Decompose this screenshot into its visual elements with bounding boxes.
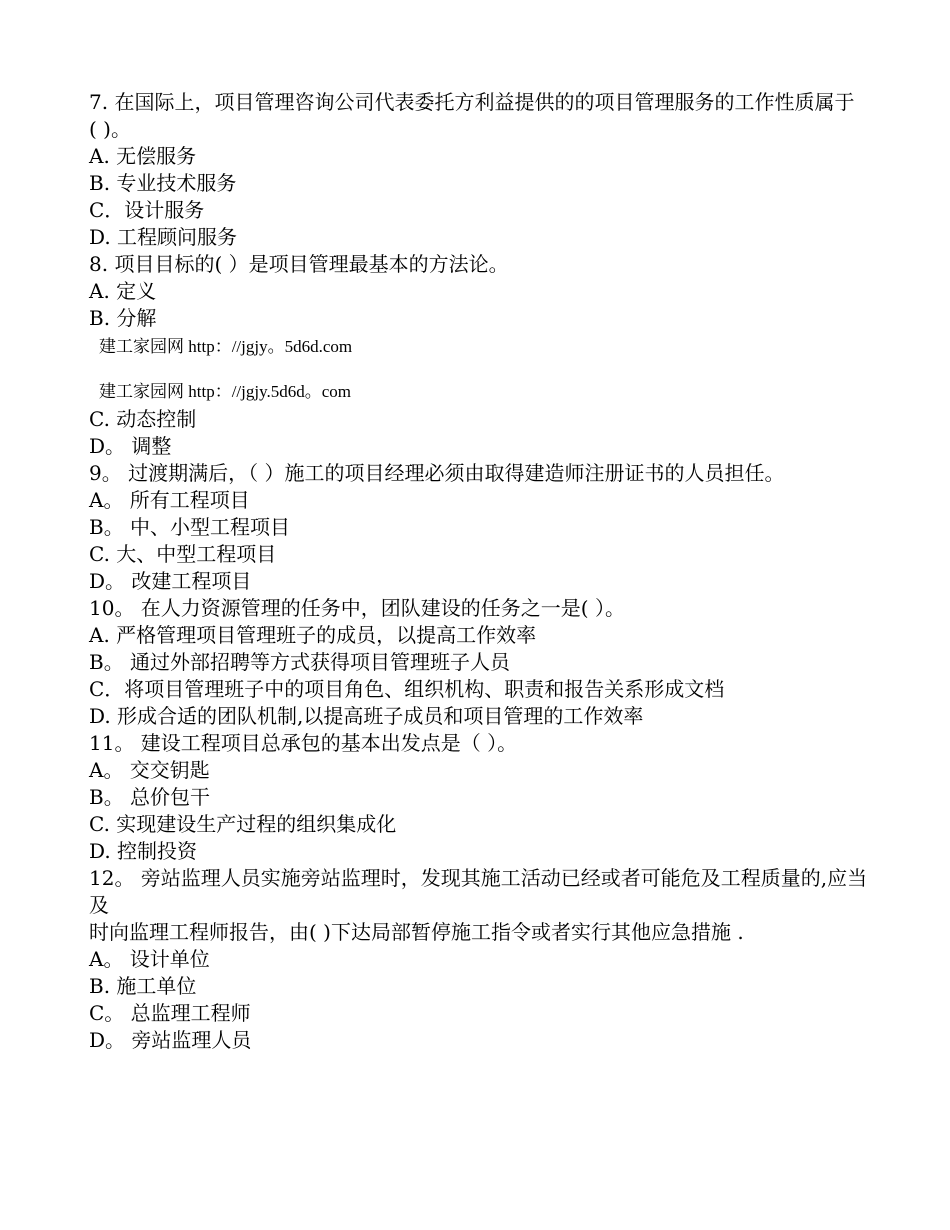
question-12-stem-continued: 时向监理工程师报告，由( )下达局部暂停施工指令或者实行其他应急措施 . bbox=[89, 920, 744, 944]
question-10-option-a: A. 严格管理项目管理班子的成员，以提高工作效率 bbox=[89, 623, 537, 647]
question-7-blank: ( )。 bbox=[89, 117, 131, 141]
question-11-option-a: A。 交交钥匙 bbox=[89, 758, 210, 782]
question-7-option-d: D. 工程顾问服务 bbox=[89, 225, 238, 249]
question-8-option-c: C. 动态控制 bbox=[89, 407, 197, 431]
document-page bbox=[89, 89, 869, 1054]
question-12-option-a: A。 设计单位 bbox=[89, 947, 210, 971]
question-12-option-b: B. 施工单位 bbox=[89, 974, 197, 998]
question-10-option-d: D. 形成合适的团队机制,以提高班子成员和项目管理的工作效率 bbox=[89, 704, 644, 728]
question-10-stem: 10。 在人力资源管理的任务中，团队建设的任务之一是( ）。 bbox=[89, 596, 625, 620]
question-10-option-b: B。 通过外部招聘等方式获得项目管理班子人员 bbox=[89, 650, 511, 674]
question-11-option-c: C. 实现建设生产过程的组织集成化 bbox=[89, 812, 397, 836]
question-7-option-c: C．设计服务 bbox=[89, 198, 205, 222]
watermark-text-2: 建工家园网 http：//jgjy.5d6d。com bbox=[99, 382, 352, 401]
question-9-stem: 9。 过渡期满后，（ ）施工的项目经理必须由取得建造师注册证书的人员担任。 bbox=[89, 461, 785, 485]
watermark-text-1: 建工家园网 http：//jgjy。5d6d.com bbox=[99, 337, 353, 356]
question-9-option-d: D。 改建工程项目 bbox=[89, 569, 252, 593]
question-9-option-a: A。 所有工程项目 bbox=[89, 488, 250, 512]
question-11-stem: 11。 建设工程项目总承包的基本出发点是（ ）。 bbox=[89, 731, 518, 755]
question-8-option-d: D。 调整 bbox=[89, 434, 172, 458]
question-10-option-c: C．将项目管理班子中的项目角色、组织机构、职责和报告关系形成文档 bbox=[89, 677, 725, 701]
question-11-option-d: D. 控制投资 bbox=[89, 839, 198, 863]
question-12-stem: 12。 旁站监理人员实施旁站监理时，发现其施工活动已经或者可能危及工程质量的,应当及 bbox=[89, 866, 868, 917]
question-8-option-b: B. 分解 bbox=[89, 306, 157, 330]
question-9-option-b: B。 中、小型工程项目 bbox=[89, 515, 291, 539]
question-11-option-b: B。 总价包干 bbox=[89, 785, 211, 809]
question-9-option-c: C. 大、中型工程项目 bbox=[89, 542, 277, 566]
question-8-stem: 8. 项目目标的( ）是项目管理最基本的方法论。 bbox=[89, 252, 509, 276]
question-12-option-d: D。 旁站监理人员 bbox=[89, 1028, 252, 1052]
question-7-option-b: B. 专业技术服务 bbox=[89, 171, 237, 195]
question-7-stem: 7. 在国际上，项目管理咨询公司代表委托方利益提供的的项目管理服务的工作性质属于 bbox=[89, 90, 855, 114]
question-7-option-a: A. 无偿服务 bbox=[89, 144, 197, 168]
question-8-option-a: A. 定义 bbox=[89, 279, 157, 303]
question-12-option-c: C。 总监理工程师 bbox=[89, 1001, 251, 1025]
